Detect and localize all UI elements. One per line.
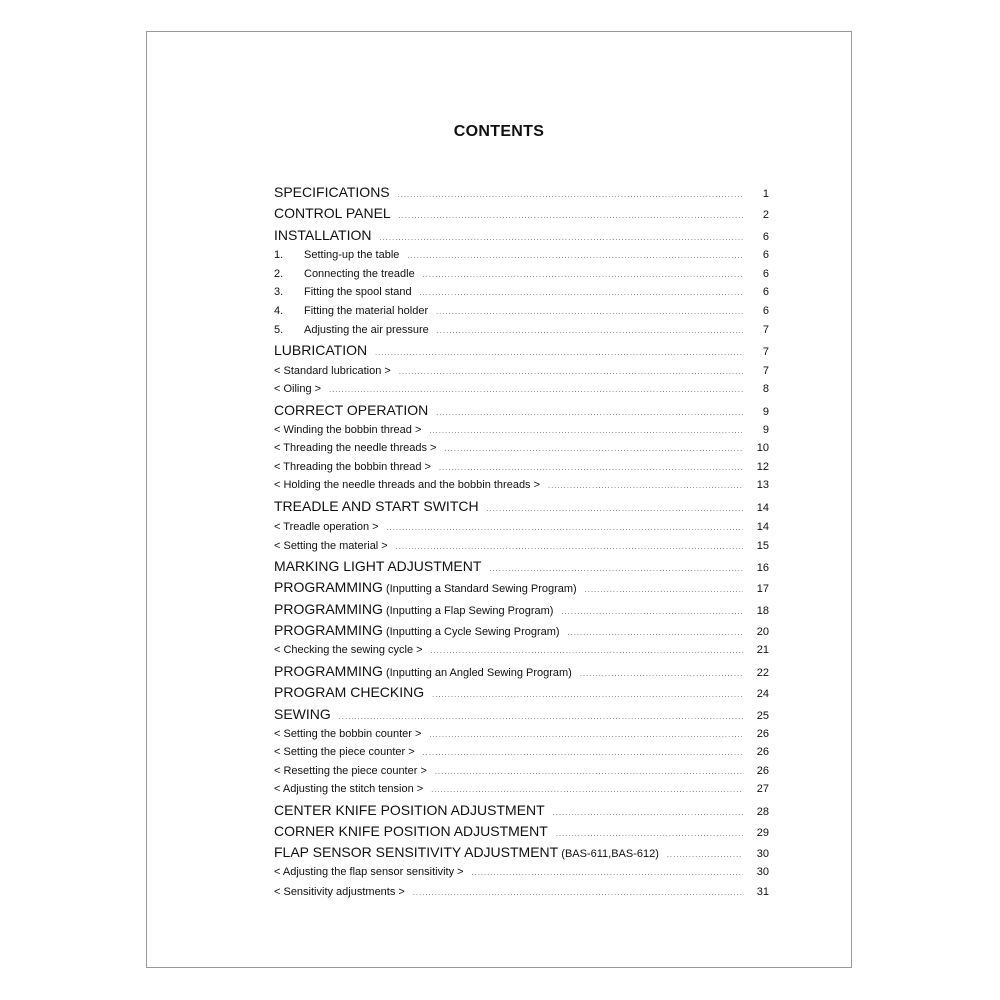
toc-entry	[274, 184, 769, 200]
toc-entry-text: < Winding the bobbin thread >	[274, 424, 422, 436]
toc-entry	[274, 205, 769, 221]
toc-entry-label	[274, 823, 548, 839]
toc-entry-page: 14	[756, 502, 769, 514]
toc-entry-number: 4.	[274, 305, 284, 317]
toc-entry-label	[274, 746, 415, 758]
toc-entry-label	[274, 461, 431, 473]
toc-entry-text: Fitting the material holder	[304, 305, 429, 317]
toc-entry-page: 6	[762, 231, 769, 243]
dot-leader	[585, 587, 743, 594]
toc-entry-note: (Inputting a Standard Sewing Program)	[382, 583, 577, 595]
toc-entry-page: 18	[756, 605, 769, 617]
toc-entry-note: (BAS-611,BAS-612)	[558, 848, 659, 860]
toc-entry-text: < Setting the piece counter >	[274, 746, 415, 758]
toc-entry-label	[274, 305, 428, 317]
toc-entry-page: 17	[756, 583, 769, 595]
toc-entry	[274, 706, 769, 722]
dot-leader	[398, 192, 743, 199]
toc-entry-text: < Oiling >	[274, 383, 322, 395]
toc-entry-page: 21	[756, 644, 769, 656]
toc-entry-page: 6	[762, 286, 769, 298]
toc-entry	[274, 324, 769, 336]
dot-leader	[399, 213, 743, 220]
dot-leader	[487, 506, 743, 513]
toc-entry-page: 7	[762, 346, 769, 358]
toc-entry-page: 15	[756, 540, 769, 552]
dot-leader	[431, 787, 743, 794]
dot-leader	[444, 446, 743, 453]
toc-entry-text: PROGRAMMING	[274, 601, 383, 617]
toc-entry-text: Setting-up the table	[304, 249, 400, 261]
toc-entry	[274, 424, 769, 436]
toc-entry	[274, 540, 769, 552]
toc-entry-page: 2	[762, 209, 769, 221]
toc-entry	[274, 844, 769, 860]
toc-entry	[274, 342, 769, 358]
toc-entry	[274, 461, 769, 473]
toc-entry-text: < Resetting the piece counter >	[274, 765, 427, 777]
dot-leader	[553, 810, 743, 817]
toc-entry-label	[274, 227, 372, 243]
toc-entry-label	[274, 402, 428, 418]
toc-entry-label	[274, 479, 540, 491]
toc-entry-text: LUBRICATION	[274, 342, 368, 358]
toc-entry-label	[274, 342, 367, 358]
toc-entry-label	[274, 540, 388, 552]
toc-entry	[274, 227, 769, 243]
toc-entry-label	[274, 765, 427, 777]
toc-entry-text: Adjusting the air pressure	[304, 324, 429, 336]
toc-entry-page: 9	[762, 424, 769, 436]
toc-entry-text: CONTROL PANEL	[274, 205, 391, 221]
toc-entry-page: 26	[756, 728, 769, 740]
toc-entry-text: PROGRAMMING	[274, 622, 383, 638]
toc-entry-page: 28	[756, 806, 769, 818]
toc-entry	[274, 249, 769, 261]
toc-entry-label	[274, 886, 405, 898]
toc-entry-label	[274, 844, 659, 860]
toc-entry-text: < Setting the bobbin counter >	[274, 728, 422, 740]
toc-entry-page: 9	[762, 406, 769, 418]
toc-entry-page: 7	[762, 365, 769, 377]
toc-entry-label	[274, 579, 577, 595]
toc-entry-page: 27	[756, 783, 769, 795]
toc-entry-text: TREADLE AND START SWITCH	[274, 498, 479, 514]
toc-entry-label	[274, 866, 464, 878]
dot-leader	[667, 852, 743, 859]
toc-entry-text: PROGRAMMING	[274, 663, 383, 679]
toc-entry-text: < Holding the needle threads and the bobbin threads >	[274, 479, 541, 491]
dot-leader	[396, 544, 743, 551]
toc-entry	[274, 286, 769, 298]
toc-entry-label	[274, 324, 429, 336]
toc-entry-page: 29	[756, 827, 769, 839]
toc-entry-text: FLAP SENSOR SENSITIVITY ADJUSTMENT	[274, 844, 559, 860]
toc-entry	[274, 663, 769, 679]
toc-entry	[274, 622, 769, 638]
dot-leader	[429, 428, 743, 435]
toc-entry-page: 25	[756, 710, 769, 722]
dot-leader	[489, 566, 743, 573]
dot-leader	[423, 272, 743, 279]
toc-entry	[274, 601, 769, 617]
toc-entry-label	[274, 365, 391, 377]
dot-leader	[439, 465, 743, 472]
dot-leader	[387, 525, 743, 532]
toc-entry-label	[274, 249, 399, 261]
dot-leader	[375, 350, 743, 357]
toc-entry	[274, 479, 769, 491]
toc-entry	[274, 746, 769, 758]
dot-leader	[556, 831, 743, 838]
toc-entry-label	[274, 622, 560, 638]
dot-leader	[429, 732, 743, 739]
toc-entry-page: 6	[762, 305, 769, 317]
toc-entry-page: 10	[756, 442, 769, 454]
toc-entry-text: < Adjusting the flap sensor sensitivity >	[274, 866, 464, 878]
toc-entry-page: 30	[756, 866, 769, 878]
toc-entry-text: CORRECT OPERATION	[274, 402, 429, 418]
toc-entry-text: < Adjusting the stitch tension >	[274, 783, 424, 795]
toc-entry-text: < Threading the needle threads >	[274, 442, 437, 454]
toc-entry	[274, 521, 769, 533]
toc-entry-label	[274, 424, 421, 436]
dot-leader	[339, 714, 743, 721]
dot-leader	[431, 648, 743, 655]
toc-entry	[274, 866, 769, 878]
toc-entry-text: PROGRAMMING	[274, 579, 383, 595]
toc-entry-page: 13	[756, 479, 769, 491]
toc-entry-label	[274, 684, 424, 700]
toc-entry	[274, 268, 769, 280]
toc-entry-text: SPECIFICATIONS	[274, 184, 390, 200]
toc-entry-label	[274, 663, 572, 679]
toc-entry-label	[274, 205, 391, 221]
toc-entry-label	[274, 521, 379, 533]
toc-entry-number: 1.	[274, 249, 284, 261]
toc-entry-page: 14	[756, 521, 769, 533]
dot-leader	[399, 369, 743, 376]
toc-entry-label	[274, 442, 436, 454]
toc-entry-page: 20	[756, 626, 769, 638]
toc-entry	[274, 823, 769, 839]
toc-entry	[274, 728, 769, 740]
dot-leader	[561, 609, 743, 616]
dot-leader	[437, 328, 743, 335]
toc-entry-page: 31	[756, 886, 769, 898]
toc-entry-text: MARKING LIGHT ADJUSTMENT	[274, 558, 482, 574]
toc-entry	[274, 802, 769, 818]
toc-entry	[274, 498, 769, 514]
toc-entry-text: CENTER KNIFE POSITION ADJUSTMENT	[274, 802, 545, 818]
toc-entry-label	[274, 601, 553, 617]
toc-entry-page: 24	[756, 688, 769, 700]
toc-entry-note: (Inputting a Flap Sewing Program)	[382, 605, 554, 617]
toc-entry-text: SEWING	[274, 706, 331, 722]
toc-entry-label	[274, 802, 545, 818]
toc-entry	[274, 684, 769, 700]
toc-entry-text: < Sensitivity adjustments >	[274, 886, 405, 898]
toc-entry-label	[274, 383, 321, 395]
toc-entry-text: < Checking the sewing cycle >	[274, 644, 423, 656]
toc-entry-text: INSTALLATION	[274, 227, 372, 243]
toc-entry-number: 5.	[274, 324, 284, 336]
dot-leader	[420, 290, 743, 297]
toc-entry-page: 22	[756, 667, 769, 679]
dot-leader	[432, 692, 743, 699]
toc-entry-label	[274, 286, 412, 298]
toc-entry-label	[274, 728, 421, 740]
toc-entry	[274, 442, 769, 454]
toc-entry	[274, 402, 769, 418]
toc-entry-note: (Inputting a Cycle Sewing Program)	[382, 626, 560, 638]
toc-entry-page: 6	[762, 249, 769, 261]
toc-entry-page: 6	[762, 268, 769, 280]
toc-entry-text: Connecting the treadle	[304, 268, 415, 280]
toc-entry-text: CORNER KNIFE POSITION ADJUSTMENT	[274, 823, 548, 839]
toc-entry-text: PROGRAM CHECKING	[274, 684, 425, 700]
toc-entry-page: 7	[762, 324, 769, 336]
toc-entry	[274, 765, 769, 777]
toc-entry	[274, 886, 769, 898]
dot-leader	[548, 483, 743, 490]
toc-entry-text: Fitting the spool stand	[304, 286, 412, 298]
toc-entry	[274, 783, 769, 795]
dot-leader	[472, 870, 743, 877]
toc-entry-page: 26	[756, 746, 769, 758]
dot-leader	[407, 253, 743, 260]
dot-leader	[423, 750, 743, 757]
toc-entry-page: 16	[756, 562, 769, 574]
toc-entry-note: (Inputting an Angled Sewing Program)	[382, 667, 572, 679]
toc-entry	[274, 579, 769, 595]
toc-entry-label	[274, 706, 331, 722]
toc-entry-label	[274, 783, 423, 795]
dot-leader	[329, 387, 743, 394]
toc-entry-text: < Threading the bobbin thread >	[274, 461, 431, 473]
toc-entry-page: 12	[756, 461, 769, 473]
toc-entry	[274, 365, 769, 377]
dot-leader	[580, 671, 743, 678]
toc-entry-page: 30	[756, 848, 769, 860]
toc-entry-number: 2.	[274, 268, 284, 280]
document-page	[146, 31, 852, 968]
dot-leader	[436, 410, 743, 417]
toc-entry-text: < Treadle operation >	[274, 521, 379, 533]
toc-entry-text: < Setting the material >	[274, 540, 388, 552]
dot-leader	[436, 309, 743, 316]
page-title: CONTENTS	[453, 123, 545, 140]
toc-entry-label	[274, 498, 479, 514]
dot-leader	[380, 235, 743, 242]
dot-leader	[568, 630, 743, 637]
toc-entry	[274, 558, 769, 574]
toc-entry	[274, 383, 769, 395]
toc-entry-page: 26	[756, 765, 769, 777]
toc-entry	[274, 305, 769, 317]
toc-entry-page: 8	[762, 383, 769, 395]
dot-leader	[413, 890, 743, 897]
toc-entry	[274, 644, 769, 656]
toc-entry-page: 1	[762, 188, 769, 200]
toc-entry-label	[274, 268, 415, 280]
toc-entry-text: < Standard lubrication >	[274, 365, 391, 377]
dot-leader	[435, 769, 743, 776]
toc-entry-label	[274, 184, 390, 200]
toc-entry-number: 3.	[274, 286, 284, 298]
toc-entry-label	[274, 644, 423, 656]
toc-entry-label	[274, 558, 481, 574]
